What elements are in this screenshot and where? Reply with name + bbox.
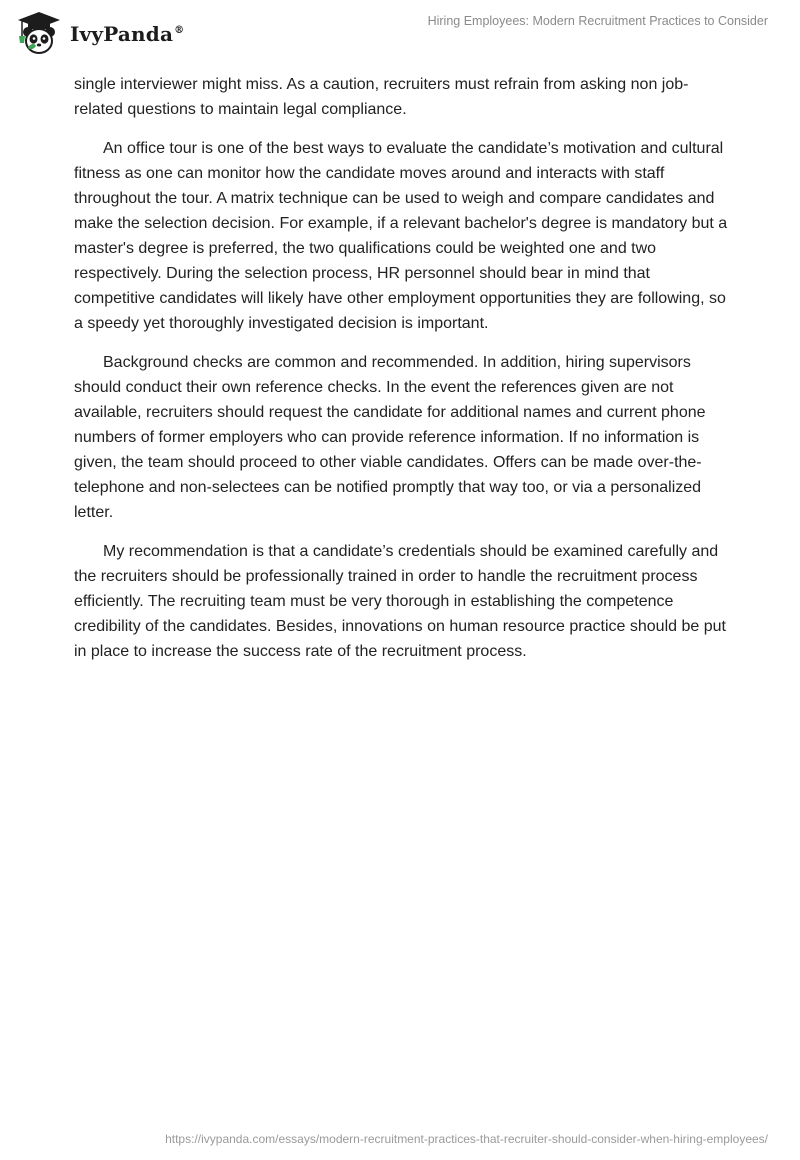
logo-wordmark	[70, 22, 184, 46]
registered-mark: ®	[174, 25, 185, 37]
ivypanda-logo[interactable]	[14, 8, 194, 58]
paragraph-office-tour: An office tour is one of the best ways to evaluate the candidate’s motivation and cultural fitness as one can monitor how the candidate moves around and interacts with staff throughout the tour. A matrix technique can be used to weigh and compare candidates and make the selection decision. For example, if a relevant bachelor's degree is mandatory but a master's degree is preferred, the two qualifications could be weighted one and two respectively. During the selection process, HR personnel should bear in mind that competitive candidates will likely have other employment opportunities they are following, so a speedy yet thoroughly investigated decision is important.	[74, 140, 728, 332]
panda-graduate-icon	[14, 10, 64, 56]
source-url[interactable]: https://ivypanda.com/essays/modern-recruitment-practices-that-recruiter-should-consider-when-hiring-employees/	[165, 1132, 768, 1146]
paragraph-background-checks: Background checks are common and recommended. In addition, hiring supervisors should conduct their own reference checks. In the event the references given are not available, recruiters should request the candidate for additional names and current phone numbers of former employers who can provide reference information. If no information is given, the team should proceed to other viable candidates. Offers can be made over-the-telephone and non-selectees can be notified promptly that way too, or via a personalized letter.	[74, 354, 706, 521]
essay-body	[74, 72, 734, 678]
paragraph-continued: single interviewer might miss. As a caution, recruiters must refrain from asking non job-related questions to maintain legal compliance.	[74, 76, 689, 118]
paragraph-recommendation: My recommendation is that a candidate’s credentials should be examined carefully and the recruiters should be professionally trained in order to handle the recruitment process efficiently. The recruiting team must be very thorough in establishing the competence credibility of the candidates. Besides, innovations on human resource practice should be put in place to increase the success rate of the recruitment process.	[74, 543, 726, 660]
running-title: Hiring Employees: Modern Recruitment Practices to Consider	[427, 14, 768, 28]
page-header	[0, 0, 800, 70]
logo-name: IvyPanda	[70, 22, 174, 46]
